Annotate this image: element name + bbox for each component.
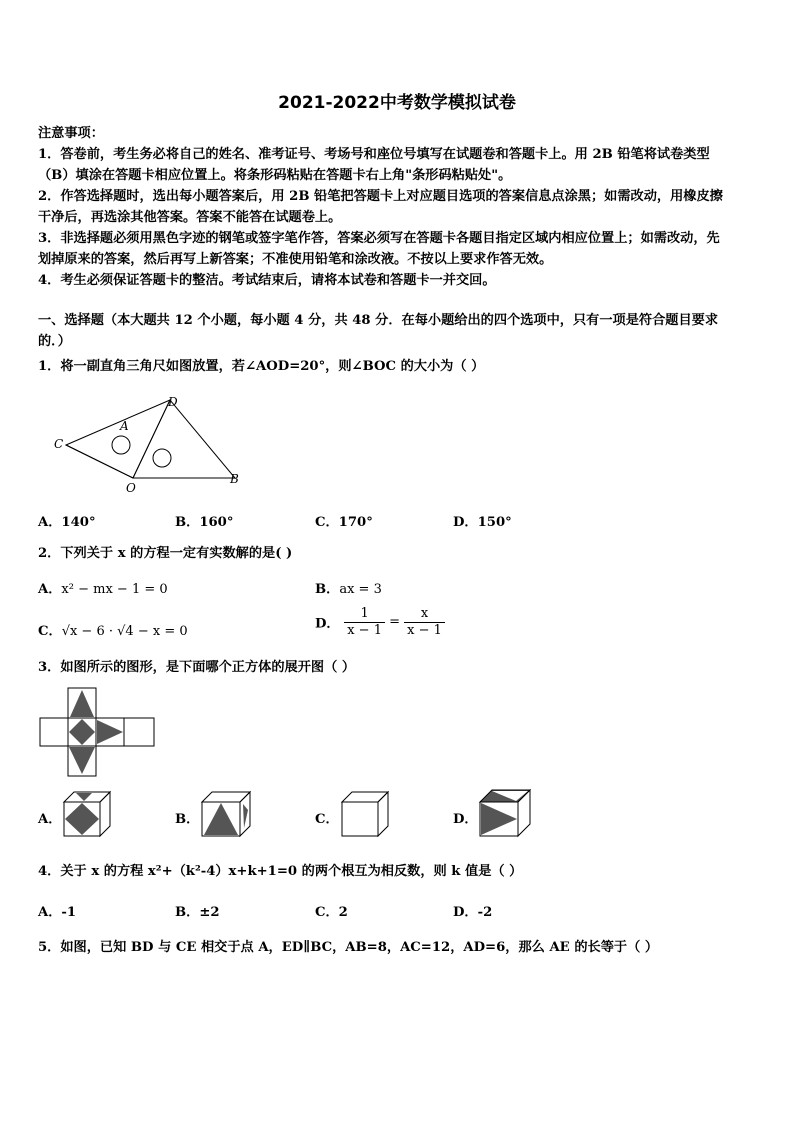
point-label-o: O bbox=[126, 481, 136, 495]
notice-line: 1．答卷前，考生务必将自己的姓名、准考证号、考场号和座位号填写在试题卷和答题卡上。用 2B 铅笔将试卷类型 bbox=[38, 147, 710, 162]
equation-c-right: √4 − x bbox=[117, 624, 161, 639]
equation-c-mid: · bbox=[104, 624, 118, 639]
q3-option-d-label[interactable]: D． bbox=[453, 812, 478, 827]
q1-option-b[interactable]: B．160° bbox=[175, 515, 234, 530]
q3-option-b-label[interactable]: B． bbox=[175, 812, 200, 827]
point-label-c: C bbox=[54, 437, 64, 451]
equals-sign: = bbox=[384, 614, 405, 630]
q4-option-b[interactable]: B．±2 bbox=[175, 905, 220, 920]
equation-a: x² − mx − 1 = 0 bbox=[61, 582, 168, 597]
option-letter: C． bbox=[38, 624, 62, 639]
cube-b-icon[interactable] bbox=[200, 790, 252, 838]
q2-option-d[interactable] bbox=[315, 606, 445, 638]
cube-net-figure bbox=[38, 688, 156, 776]
notice-heading: 注意事项： bbox=[38, 126, 104, 141]
point-label-a: A bbox=[120, 419, 129, 433]
q1-option-a[interactable]: A．140° bbox=[38, 515, 96, 530]
question-3-stem: 3．如图所示的图形，是下面哪个正方体的展开图（ ） bbox=[38, 660, 356, 675]
equation-c-tail: = 0 bbox=[160, 624, 188, 639]
fraction-2: $\frac{x}{x - 1}$ bbox=[404, 606, 445, 638]
q4-option-c[interactable]: C．2 bbox=[315, 905, 348, 920]
q2-option-a[interactable] bbox=[38, 578, 168, 597]
notice-line: 划掉原来的答案，然后再写上新答案；不准使用铅笔和涂改液。不按以上要求作答无效。 bbox=[38, 252, 553, 267]
cube-a-icon[interactable] bbox=[62, 790, 112, 838]
question-5-stem: 5．如图，已知 BD 与 CE 相交于点 A，ED∥BC，AB=8，AC=12，AD=6，那么 AE 的长等于（ ） bbox=[38, 940, 659, 955]
section-heading-cont: 的．） bbox=[38, 334, 71, 349]
section-heading: 一、选择题（本大题共 12 个小题，每小题 4 分，共 48 分．在每小题给出的四个选项中，只有一项是符合题目要求 bbox=[38, 313, 719, 328]
q1-option-c[interactable]: C．170° bbox=[315, 515, 373, 530]
notice-line: （B）填涂在答题卡相应位置上。将条形码粘贴在答题卡右上角"条形码粘贴处"。 bbox=[38, 168, 512, 183]
q1-option-d[interactable]: D．150° bbox=[453, 515, 512, 530]
notice-line: 3．非选择题必须用黑色字迹的钢笔或签字笔作答，答案必须写在答题卡各题目指定区域内相应位置上；如需改动，先 bbox=[38, 231, 720, 246]
option-letter: B． bbox=[315, 582, 340, 597]
question-4-stem: 4．关于 x 的方程 x²+（k²-4）x+k+1=0 的两个根互为相反数，则 k 值是（ ） bbox=[38, 864, 523, 879]
question-1-stem: 1．将一副直角三角尺如图放置，若∠AOD=20°，则∠BOC 的大小为（ ） bbox=[38, 359, 485, 374]
exam-title: 2021-2022中考数学模拟试卷 bbox=[278, 93, 516, 113]
point-label-b: B bbox=[230, 472, 239, 486]
q4-option-a[interactable]: A．-1 bbox=[38, 905, 77, 920]
cube-c-icon[interactable] bbox=[340, 790, 390, 838]
option-letter: A． bbox=[38, 582, 62, 597]
notice-line: 干净后，再选涂其他答案。答案不能答在试题卷上。 bbox=[38, 210, 342, 225]
question-2-stem: 2．下列关于 x 的方程一定有实数解的是( ) bbox=[38, 546, 293, 561]
notice-line: 2．作答选择题时，选出每小题答案后，用 2B 铅笔把答题卡上对应题目选项的答案信息点涂黑；如需改动，用橡皮擦 bbox=[38, 189, 723, 204]
q1-triangles-figure bbox=[50, 390, 250, 500]
notice-line: 4．考生必须保证答题卡的整洁。考试结束后，请将本试卷和答题卡一并交回。 bbox=[38, 273, 496, 288]
q2-option-b[interactable] bbox=[315, 578, 382, 597]
q2-option-c[interactable] bbox=[38, 620, 188, 639]
q3-option-c-label[interactable]: C． bbox=[315, 812, 339, 827]
q4-option-d[interactable]: D．-2 bbox=[453, 905, 493, 920]
equation-c-left: √x − 6 bbox=[61, 624, 105, 639]
fraction-1: $\frac{1}{x - 1}$ bbox=[344, 606, 385, 638]
point-label-d: D bbox=[168, 395, 178, 409]
option-letter: D． bbox=[315, 616, 340, 632]
q3-option-a-label[interactable]: A． bbox=[38, 812, 62, 827]
cube-d-icon[interactable] bbox=[478, 788, 532, 838]
equation-b: ax = 3 bbox=[339, 582, 382, 597]
